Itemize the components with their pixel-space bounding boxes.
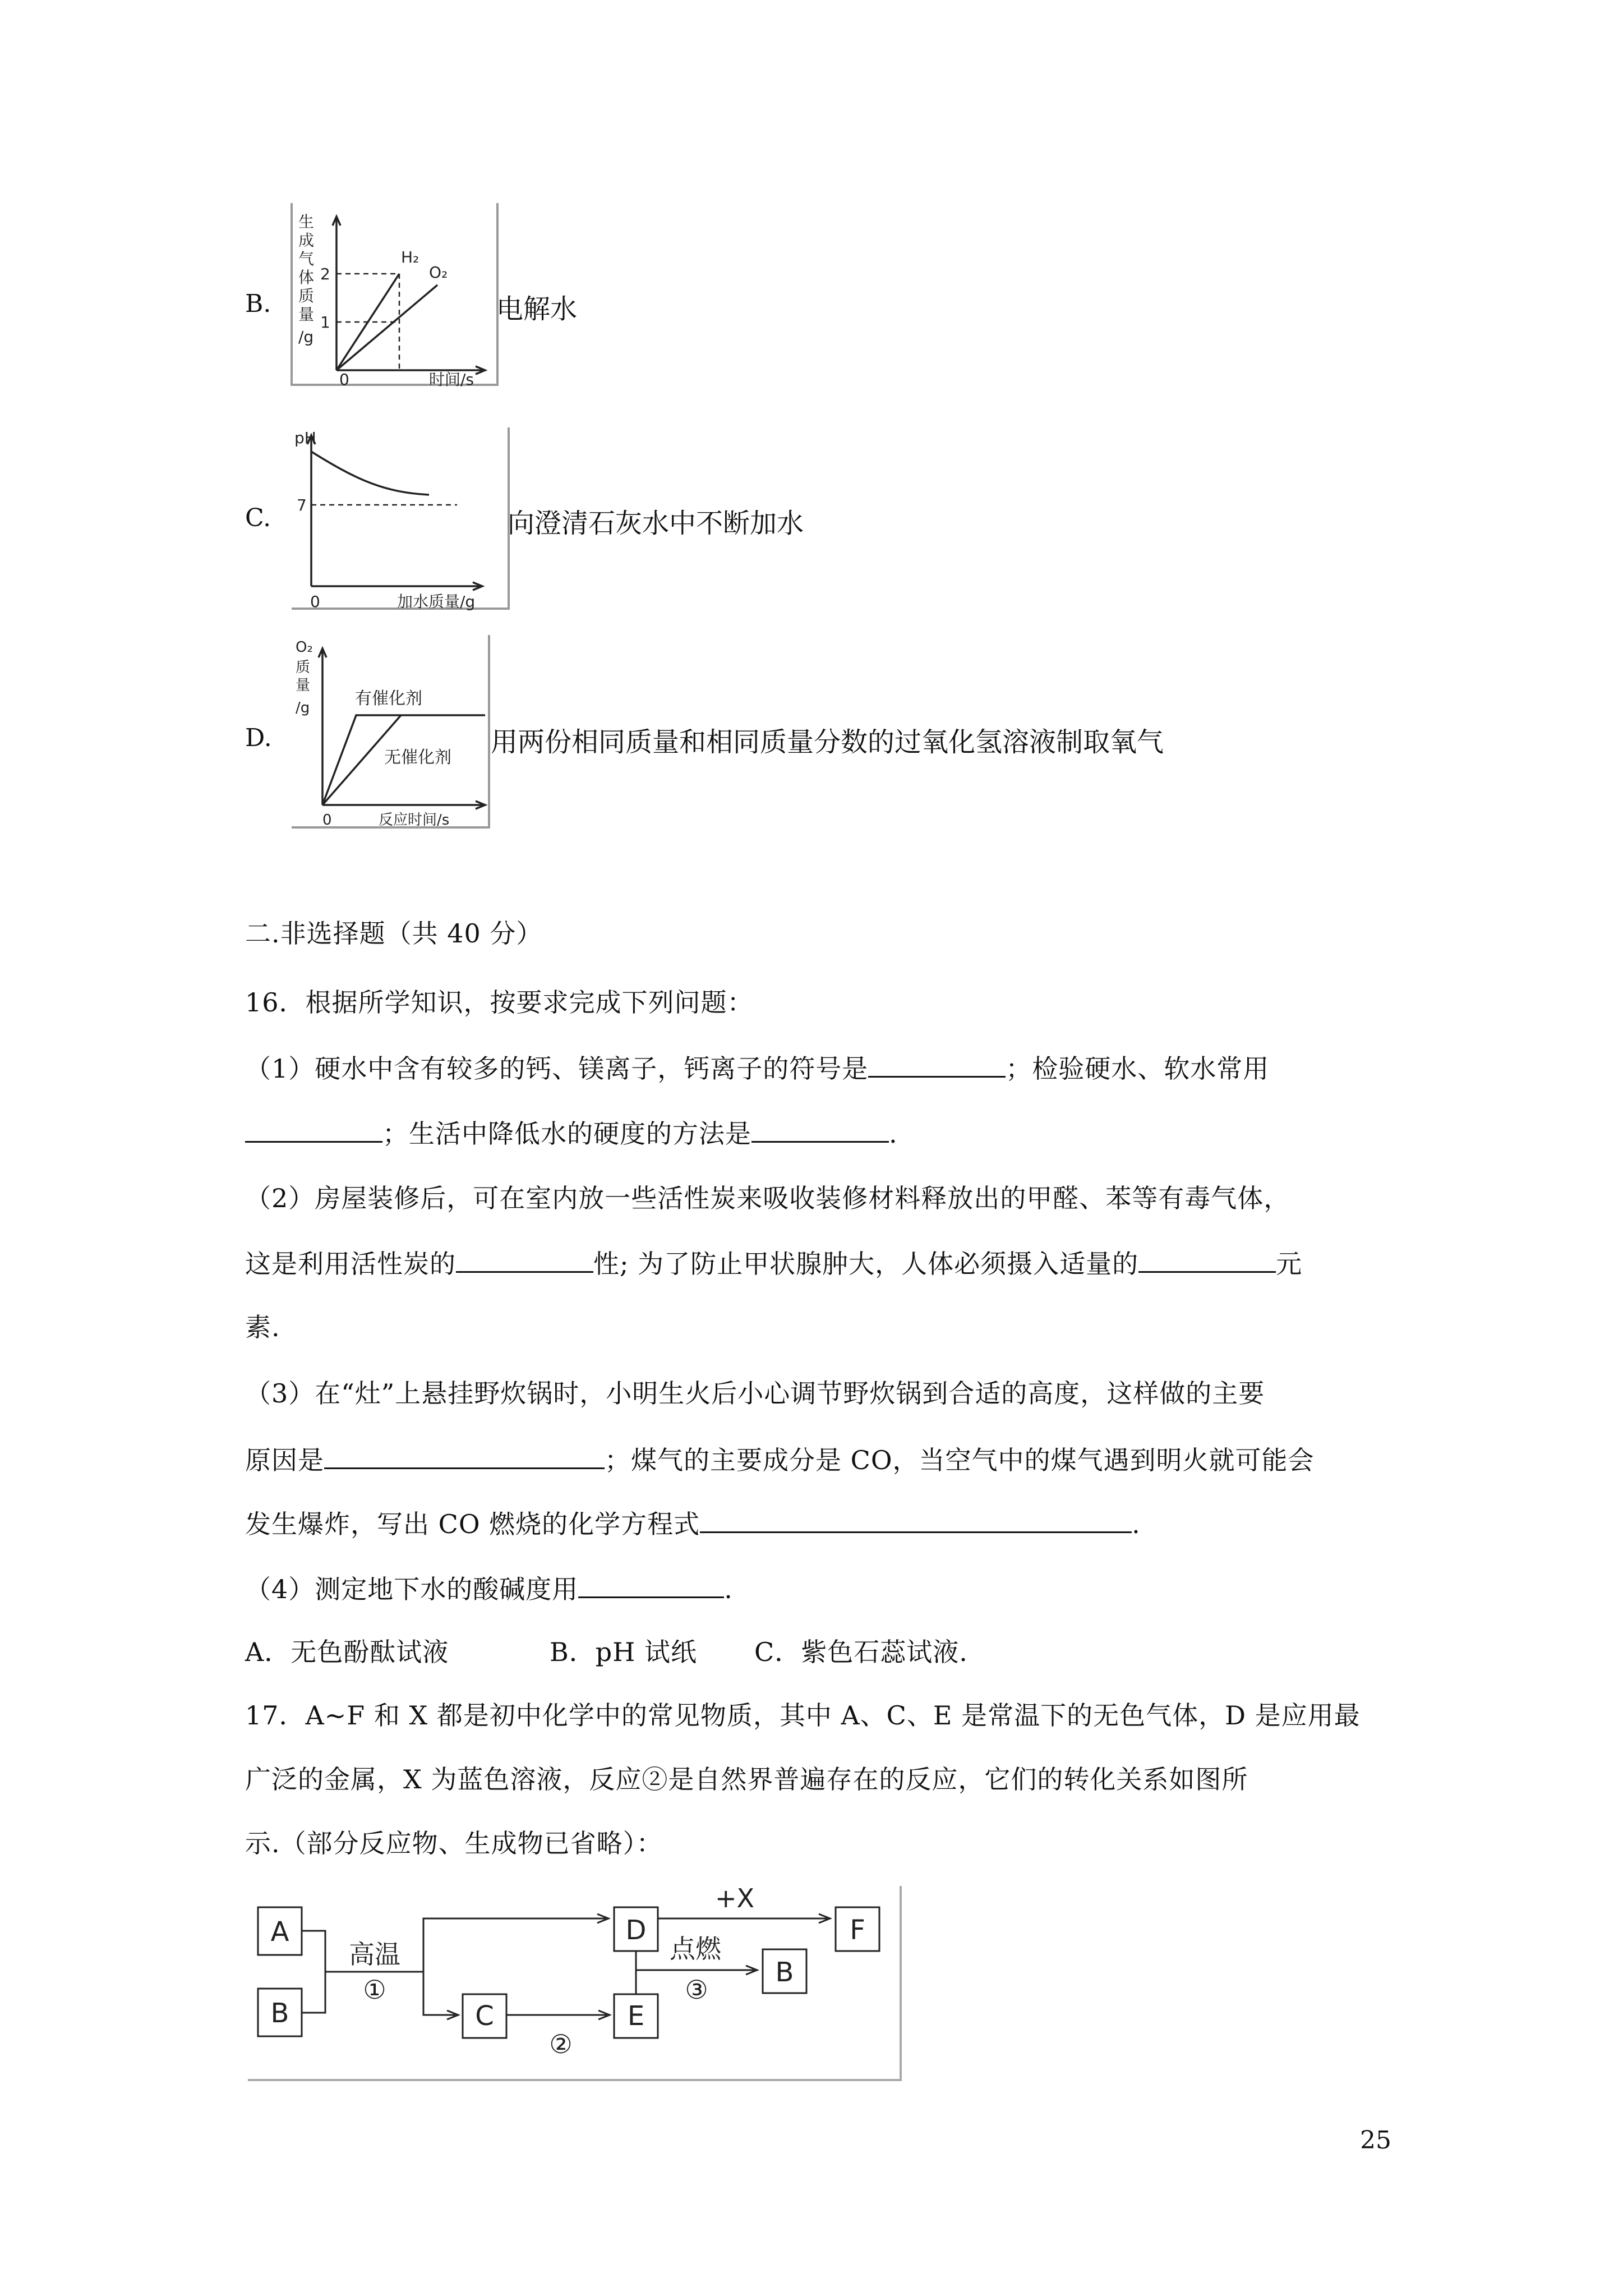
box-d-label: D: [625, 1915, 647, 1946]
q16-choice-c: C．紫色石蕊试液.: [754, 1637, 968, 1667]
q16-part3-line1: （3）在“灶”上悬挂野炊锅时，小明生火后小心调节野炊锅到合适的高度，这样做的主要: [245, 1378, 1265, 1409]
box-e-label: E: [627, 2000, 645, 2032]
tick-label: 7: [297, 496, 307, 514]
q16-text: .: [1132, 1509, 1141, 1539]
box-b-label: B: [270, 1998, 289, 2029]
question-17-line1: 17．A~F 和 X 都是初中化学中的常见物质，其中 A、C、E 是常温下的无色气体，D 是应用最: [245, 1700, 1361, 1731]
option-caption: 向澄清石灰水中不断加水: [508, 508, 804, 539]
y-axis-label: pH: [294, 429, 316, 447]
q16-text: .: [889, 1119, 898, 1149]
box-f-label: F: [850, 1915, 865, 1946]
series-label-o2: O₂: [429, 263, 448, 282]
option-c-graph: [289, 426, 510, 611]
reaction-2-label: ②: [549, 2029, 573, 2059]
reaction-3-label: ③: [685, 1975, 708, 2005]
option-letter: C.: [245, 504, 271, 532]
tick-label: 2: [320, 265, 330, 283]
series-label-no-catalyst: 无催化剂: [384, 748, 451, 767]
answer-blank[interactable]: [456, 1245, 593, 1273]
ignite-label: 点燃: [670, 1934, 721, 1964]
q16-part2-line3: 素.: [245, 1312, 280, 1342]
y-axis-label-char: /g: [296, 700, 310, 716]
q16-part4-line1: [245, 1571, 733, 1606]
box-c-label: C: [475, 2000, 494, 2032]
reaction-flow-diagram: [247, 1885, 903, 2082]
q16-text: 元: [1276, 1249, 1303, 1279]
origin-label: 0: [339, 370, 349, 387]
answer-blank[interactable]: [324, 1442, 605, 1469]
high-temp-label: 高温: [349, 1939, 400, 1970]
origin-label: 0: [322, 812, 332, 829]
q16-text: 性; 为了防止甲状腺肿大，人体必须摄入适量的: [593, 1249, 1139, 1279]
q16-part2-line1: （2）房屋装修后，可在室内放一些活性炭来吸收装修材料释放出的甲醛、苯等有毒气体，: [245, 1183, 1290, 1213]
answer-blank[interactable]: [1138, 1245, 1276, 1273]
q16-text: ；生活中降低水的硬度的方法是: [382, 1119, 751, 1149]
q16-text: ；煤气的主要成分是 CO，当空气中的煤气遇到明火就可能会: [605, 1445, 1315, 1475]
y-axis-label-char: 气: [298, 250, 315, 268]
box-a-label: A: [270, 1916, 289, 1948]
y-axis-label-char: 生: [298, 213, 315, 231]
question-17-line2: 广泛的金属，X 为蓝色溶液，反应②是自然界普遍存在的反应，它们的转化关系如图所: [245, 1764, 1248, 1795]
x-axis-label: 加水质量/g: [397, 592, 476, 611]
q16-choice-b: B．pH 试纸: [550, 1637, 697, 1667]
section-heading: 二.非选择题（共 40 分）: [245, 918, 543, 949]
q16-part3-line3: [245, 1506, 1141, 1541]
reaction-1-label: ①: [363, 1975, 386, 2005]
question-17-line3: 示.（部分反应物、生成物已省略）：: [245, 1828, 663, 1858]
option-caption: 电解水: [496, 293, 578, 325]
tick-label: 1: [320, 313, 330, 332]
option-b-graph: [289, 202, 499, 387]
plus-x-label: +X: [714, 1885, 755, 1913]
q16-text: .: [724, 1574, 733, 1604]
y-axis-label-char: 体: [298, 268, 315, 287]
y-axis-label-char: 质: [296, 659, 311, 676]
option-letter: B.: [245, 289, 271, 318]
answer-blank[interactable]: [578, 1571, 724, 1598]
page-number: 25: [1360, 2126, 1391, 2155]
y-axis-label-char: /g: [298, 328, 314, 346]
answer-blank[interactable]: [700, 1506, 1132, 1533]
q16-text: （1）硬水中含有较多的钙、镁离子，钙离子的符号是: [245, 1053, 869, 1084]
q16-text: 这是利用活性炭的: [245, 1249, 456, 1279]
q16-text: 发生爆炸，写出 CO 燃烧的化学方程式: [245, 1509, 700, 1539]
option-caption: 用两份相同质量和相同质量分数的过氧化氢溶液制取氧气: [491, 726, 1164, 758]
q16-part1-line1: [245, 1050, 1269, 1085]
option-letter: D.: [245, 724, 272, 752]
y-axis-label-char: 质: [298, 287, 315, 305]
q16-text: ；检验硬水、软水常用: [1006, 1053, 1270, 1084]
box-b-product-label: B: [775, 1957, 794, 1988]
answer-blank[interactable]: [868, 1050, 1006, 1078]
q16-text: 原因是: [245, 1445, 324, 1475]
option-d-graph: [289, 634, 491, 830]
answer-blank[interactable]: [245, 1115, 382, 1143]
q16-part2-line2: [245, 1245, 1302, 1281]
y-axis-label-char: O₂: [296, 639, 313, 656]
q16-part3-line2: [245, 1442, 1315, 1477]
q16-choice-a: A．无色酚酞试液: [245, 1637, 449, 1667]
x-axis-label: 反应时间/s: [379, 812, 450, 829]
y-axis-label-char: 量: [298, 305, 315, 324]
q16-text: （4）测定地下水的酸碱度用: [245, 1574, 579, 1604]
origin-label: 0: [310, 592, 320, 611]
q16-part1-line2: [245, 1115, 898, 1151]
series-label-catalyst: 有催化剂: [355, 689, 422, 708]
y-axis-label-char: 量: [296, 677, 311, 694]
answer-blank[interactable]: [751, 1115, 889, 1143]
question-16-stem: 16．根据所学知识，按要求完成下列问题：: [245, 987, 754, 1018]
series-label-h2: H₂: [401, 248, 419, 266]
x-axis-label: 时间/s: [429, 370, 474, 387]
y-axis-label-char: 成: [298, 231, 315, 250]
